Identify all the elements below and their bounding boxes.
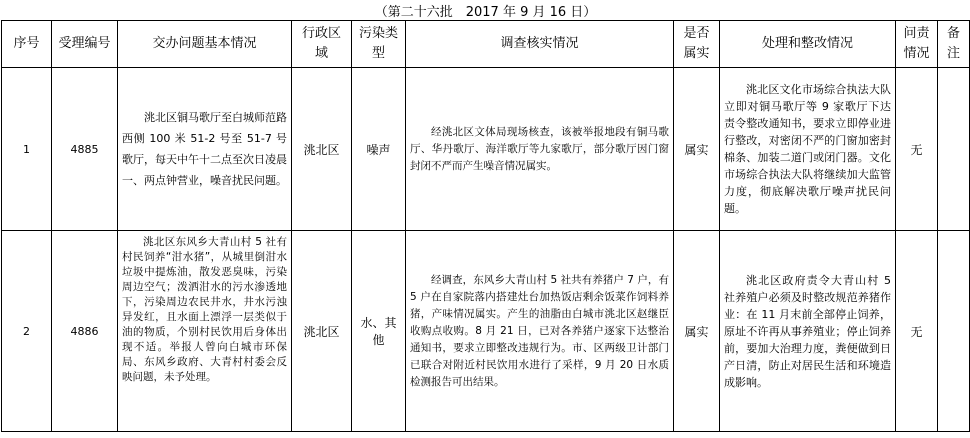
complaint-table	[1, 0, 970, 432]
header-district: 行政区域	[292, 21, 352, 68]
row-seq: 2	[2, 231, 52, 432]
row-district: 洮北区	[292, 231, 352, 432]
row-investigation: 经调查，东风乡大青山村 5 社共有养猪户 7 户，有 5 户在自家院落内搭建灶台加热饭店剩余饭菜作饲料养猪，产味情况属实。产生的油脂由白城市洮北区赵继臣收购点收购。8 月 21 日，已对各养猪户逐家下达整治通知书，要求立即整改违规行为。市、区两级卫计部门已联合对附近村民饮用水进行了采样，9 月 20 日水质检测报告可出结果。	[410, 273, 669, 388]
header-accept-no: 受理编号	[52, 21, 118, 68]
row-seq: 1	[2, 68, 52, 231]
row-investigation: 经洮北区文体局现场核查，该被举报地段有铜马歌厅、华丹歌厅、海洋歌厅等九家歌厅，部分歌厅因门窗封闭不严而产生噪音情况属实。	[410, 125, 669, 172]
header-handling: 处理和整改情况	[720, 21, 896, 68]
row-accountability: 无	[896, 68, 938, 231]
row-handling: 洮北区文化市场综合执法大队立即对铜马歌厅等 9 家歌厅下达责令整改通知书，要求立即停业进行整改，对密闭不严的门窗加密封棉条、加装二道门或闭门器。文化市场综合执法大队将继续加大监管力度，彻底解决歌厅噪声扰民问题。	[724, 83, 891, 215]
header-verified: 是否属实	[674, 21, 720, 68]
row-accountability: 无	[896, 231, 938, 432]
row-accept-no: 4885	[52, 68, 118, 231]
table-row	[2, 68, 970, 231]
header-remarks: 备注	[938, 21, 970, 68]
row-remarks	[938, 231, 970, 432]
header-issue: 交办问题基本情况	[118, 21, 292, 68]
header-pollution: 污染类型	[352, 21, 406, 68]
header-seq: 序号	[2, 21, 52, 68]
row-pollution: 噪声	[352, 68, 406, 231]
row-pollution: 水、其他	[352, 231, 406, 432]
row-verified: 属实	[674, 231, 720, 432]
table-title: （第二十六批 2017 年 9 月 16 日）	[2, 0, 970, 21]
row-handling: 洮北区政府责令大青山村 5 社养殖户必须及时整改规范养猪作业：在 11 月末前全部停止饲养，原址不许再从事养殖业；停止饲养前，要加大治理力度，粪便做到日产日清，防止对居民生活和环境造成影响。	[724, 273, 891, 389]
row-issue: 洮北区铜马歌厅至白城师范路西侧 100 米 51-2 号至 51-7 号歌厅，每天中午十二点至次日凌晨一、两点钟营业，噪音扰民问题。	[122, 111, 287, 187]
table-row	[2, 231, 970, 432]
row-accept-no: 4886	[52, 231, 118, 432]
header-accountability: 问责情况	[896, 21, 938, 68]
row-remarks	[938, 68, 970, 231]
header-row	[2, 21, 970, 68]
row-verified: 属实	[674, 68, 720, 231]
row-district: 洮北区	[292, 68, 352, 231]
row-issue: 洮北区东风乡大青山村 5 社有村民饲养“泔水猪”，从城里倒泔水垃圾中提炼油，散发恶臭味，污染周边空气；泼洒泔水的污水渗透地下，污染周边农民井水，井水污浊异发红，且水面上漂浮一层类似于油的物质，个别村民饮用后身体出现不适。举报人曾向白城市环保局、东风乡政府、大青村村委会反映问题，未予处理。	[122, 236, 287, 383]
header-investigation: 调查核实情况	[406, 21, 674, 68]
